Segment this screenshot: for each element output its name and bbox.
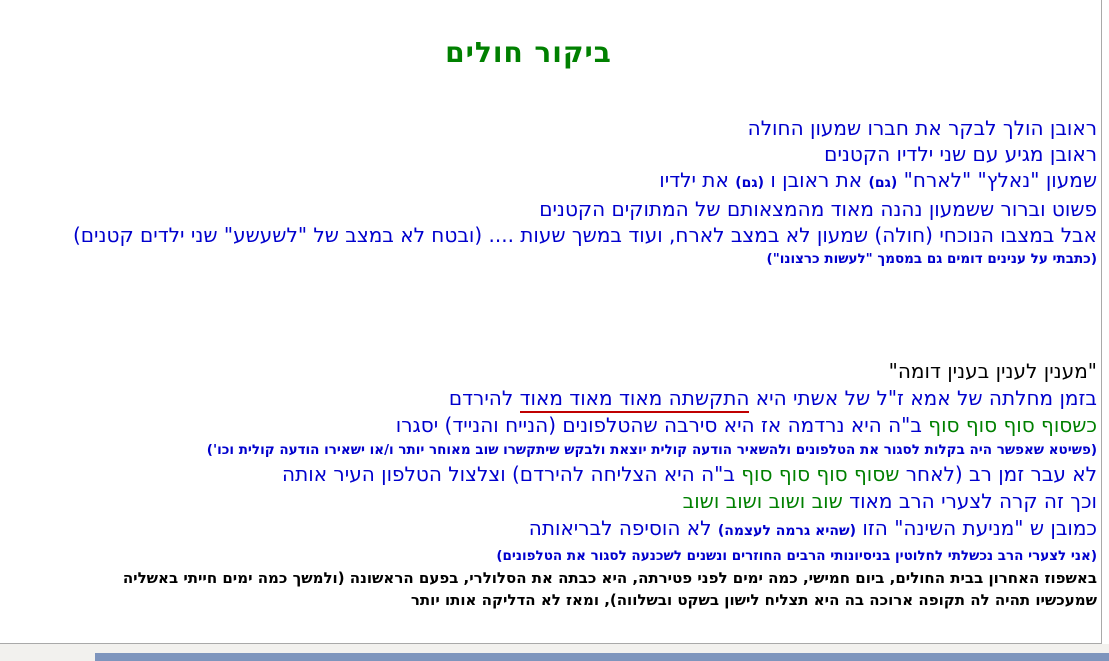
text-segment-green: שסוף סוף סוף סוף — [741, 462, 900, 486]
text-line — [0, 385, 1097, 412]
text-segment: ראובן הולך לבקר את חברו שמעון החולה — [747, 116, 1097, 140]
text-segment: ב"ה היא הצליחה להירדם) וצלצול הטלפון העיר אותה — [282, 462, 742, 486]
text-line — [0, 515, 1097, 545]
text-segment: כמובן ש "מניעת השינה" הזו — [856, 516, 1097, 540]
text-line-footnote — [0, 248, 1097, 270]
text-segment: אבל במצבו הנוכחי (חולה) שמעון לא במצב לארח, ועוד במשך שעות .... (ובטח לא במצב של "לשעשע" שני ילדים קטנים) — [72, 223, 1097, 247]
text-segment: שמעכשיו תהיה לה תקופה ארוכה בה היא תצליח לישון בשקט ובשלווה), ומאז לא הדליקה אותו יותר — [410, 591, 1097, 609]
section-related-story — [0, 358, 1097, 611]
text-segment-small: (שהיא גרמה לעצמה) — [717, 523, 857, 539]
text-segment-green: שוב ושוב ושוב ושוב — [682, 489, 843, 513]
text-line — [0, 412, 1097, 439]
text-line — [0, 141, 1097, 167]
underlined-phrase: התקשתה מאוד מאוד מאוד — [520, 386, 750, 413]
text-line-bold — [0, 567, 1097, 589]
text-segment: ב"ה היא נרדמה אז היא סירבה שהטלפונים (הנייח והנייד) יסגרו — [395, 413, 929, 437]
text-segment-green: כשסוף סוף סוף סוף — [928, 413, 1097, 437]
text-line-bold — [0, 589, 1097, 611]
text-line — [0, 115, 1097, 141]
text-line — [0, 167, 1097, 196]
text-segment: את ראובן ו — [764, 168, 869, 192]
text-segment: ראובן מגיע עם שני ילדיו הקטנים — [824, 142, 1097, 166]
text-line-heading — [0, 358, 1097, 385]
text-segment: לא הוסיפה לבריאותה — [528, 516, 718, 540]
text-line-footnote — [0, 545, 1097, 567]
text-segment-small: (כתבתי על ענינים דומים גם במסמך "לעשות כרצונו") — [766, 251, 1097, 267]
text-segment: וכך זה קרה לצערי הרב מאוד — [842, 489, 1097, 513]
text-line — [0, 222, 1097, 248]
text-segment: פשוט וברור ששמעון נהנה מאוד מהמצאותם של המתוקים הקטנים — [539, 197, 1097, 221]
text-segment-small: (אני לצערי הרב נכשלתי לחלוטין בניסיונותי הרבים החוזרים ונשנים לשכנעה לסגור את הטלפונים) — [496, 548, 1097, 564]
text-segment: לא עבר זמן רב (לאחר — [899, 462, 1097, 486]
text-line — [0, 488, 1097, 515]
text-line-footnote — [0, 439, 1097, 461]
text-line — [0, 461, 1097, 488]
text-segment: שמעון "נאלץ" "לארח" — [897, 168, 1097, 192]
text-segment: להירדם — [448, 386, 520, 410]
text-segment: את ילדיו — [659, 168, 736, 192]
text-segment: באשפוז האחרון בבית החולים, ביום חמישי, כמה ימים לפני פטירתה, היא כבתה את הסלולרי, בפעם הראשונה (ולמשך כמה ימים חייתי באשליה — [122, 569, 1097, 587]
taskbar-edge-strip — [95, 653, 1109, 661]
window-right-border — [1101, 0, 1102, 661]
page-title: ביקור חולים — [445, 36, 612, 69]
text-segment-small: (פשיטא שאפשר היה בקלות לסגור את הטלפונים ולהשאיר הודעה קולית יוצאת ולבקש שיתקשרו שוב מאוחר יותר ו/או ישאירו הודעה קולית וכו') — [206, 442, 1097, 458]
text-segment-small: (גם) — [868, 175, 898, 191]
section-sick-visit-story — [0, 115, 1097, 270]
text-segment-small: (גם) — [735, 175, 764, 191]
text-segment: בזמן מחלתה של אמא ז"ל של אשתי היא — [749, 386, 1097, 410]
text-segment: "מענין לענין בענין דומה" — [888, 359, 1097, 383]
text-line — [0, 196, 1097, 222]
